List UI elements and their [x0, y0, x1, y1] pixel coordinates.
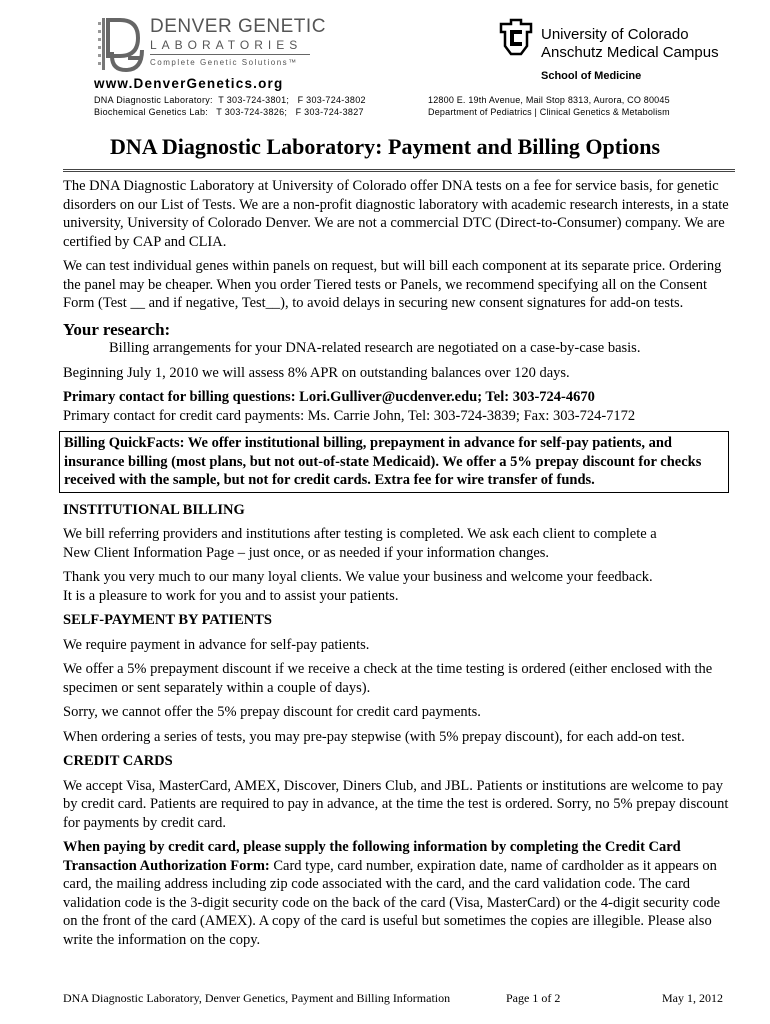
university-address: 12800 E. 19th Avenue, Mail Stop 8313, Aurora, CO 80045 [428, 95, 670, 105]
title-rule [63, 169, 735, 172]
self-payment-paragraph: When ordering a series of tests, you may pre-pay stepwise (with 5% prepay discount), for each add-on test. [63, 728, 685, 745]
self-payment-paragraph: We require payment in advance for self-pay patients. [63, 636, 370, 653]
university-department: Department of Pediatrics | Clinical Genetics & Metabolism [428, 107, 670, 117]
self-payment-heading: SELF-PAYMENT BY PATIENTS [63, 612, 272, 628]
intro-paragraph-2: We can test individual genes within panels on request, but will bill each component at its separate price. Ordering the panel may be cheaper. When you order Tiered tests or Panels, we recommend specifying all on the Consent Form (Test __ and if negative, Test__), to avoid delays in securing new consent signatures for add-on tests. [63, 258, 722, 311]
credit-cards-paragraph-1: We accept Visa, MasterCard, AMEX, Discover, Diners Club, and JBL. Patients or institutions are welcome to pay by credit card. Patients are required to pay in advance, at the time the test is ordered. Sorry, no 5% prepay discount for payments by credit card. [63, 777, 729, 831]
footer-page-number: Page 1 of 2 [506, 991, 561, 1005]
footer-document-name: DNA Diagnostic Laboratory, Denver Genetics, Payment and Billing Information [63, 991, 451, 1005]
lab-contact-dna: DNA Diagnostic Laboratory: T 303-724-3801; F 303-724-3802 [94, 95, 366, 105]
research-heading: Your research: [63, 319, 171, 339]
billing-quickfacts-box: Billing QuickFacts: We offer institutional billing, prepayment in advance for self-pay patients, and insurance billing (most plans, but not out-of-state Medicaid). We offer a 5% prepay discount for checks received with the sample, but not for credit cards. Extra fee for wire transfer of funds. [59, 431, 729, 493]
intro-paragraph-1: The DNA Diagnostic Laboratory at University of Colorado offer DNA tests on a fee for service basis, for genetic disorders on our List of Tests. We are a non-profit diagnostic laboratory with academic research interests, in a state university, University of Colorado Denver. We are not a commercial DTC (Direct-to-Consumer) company. We are certified by CAP and CLIA. [63, 178, 729, 250]
footer-date: May 1, 2012 [662, 991, 723, 1005]
university-colorado-logo-icon [497, 18, 535, 56]
credit-cards-heading: CREDIT CARDS [63, 753, 173, 769]
institutional-paragraph-2 [63, 568, 735, 605]
lab-name-line1: DENVER GENETIC [150, 16, 326, 37]
research-text: Billing arrangements for your DNA-related research are negotiated on a case-by-case basis. [109, 340, 641, 356]
self-payment-paragraph: We offer a 5% prepayment discount if we receive a check at the time testing is ordered (either enclosed with the specimen or sent separately within a couple of days). [63, 661, 713, 696]
institutional-p2-line1: Thank you very much to our many loyal clients. We value your business and welcome your feedback. [63, 569, 653, 585]
institutional-p2-line2: It is a pleasure to work for you and to assist your patients. [63, 587, 399, 604]
credit-cards-paragraph-2 [63, 838, 735, 949]
university-name-line2: Anschutz Medical Campus [541, 44, 719, 61]
institutional-p1-line2: New Client Information Page – just once, or as needed if your information changes. [63, 544, 550, 561]
document-body [63, 177, 735, 955]
institutional-p1-line1: We bill referring providers and institutions after testing is completed. We ask each client to complete a [63, 526, 657, 542]
apr-note: Beginning July 1, 2010 we will assess 8% APR on outstanding balances over 120 days. [63, 364, 570, 381]
self-payment-paragraph: Sorry, we cannot offer the 5% prepay discount for credit card payments. [63, 704, 481, 720]
page-title: DNA Diagnostic Laboratory: Payment and Billing Options [109, 134, 661, 159]
credit-cards-instructions-bold: When paying by credit card, please supply the following information by completing the Credit Card Transaction Authorization Form: [63, 839, 681, 874]
logo-divider [150, 54, 310, 55]
school-name: School of Medicine [541, 70, 642, 82]
lab-contact-biochem: Biochemical Genetics Lab: T 303-724-3826; F 303-724-3827 [94, 107, 364, 117]
institutional-billing-heading: INSTITUTIONAL BILLING [63, 501, 245, 518]
credit-cards-instructions: Card type, card number, expiration date, name of cardholder as it appears on card, the mailing address including zip code associated with the card, and the card validation code. The card validation code is the 3-digit security code on the back of the card (Visa, MasterCard) or the 4-digit security code on the front of the card (AMEX). A copy of the card is useful but sometimes the copies are illegible. Please also write the information on the copy. [63, 857, 721, 948]
institutional-paragraph-1 [63, 525, 735, 562]
lab-website: www.DenverGenetics.org [94, 76, 284, 91]
university-name-line1: University of Colorado [541, 26, 689, 43]
denver-genetic-logo-icon [96, 16, 146, 72]
billing-contact: Primary contact for billing questions: Lori.Gulliver@ucdenver.edu; Tel: 303-724-4670 [63, 389, 595, 405]
contacts-block [63, 388, 735, 425]
lab-name-line2: LABORATORIES [150, 38, 303, 52]
lab-tagline: Complete Genetic Solutions™ [150, 58, 298, 67]
credit-contact: Primary contact for credit card payments: Ms. Carrie John, Tel: 303-724-3839; Fax: 303-724-7172 [63, 407, 636, 424]
